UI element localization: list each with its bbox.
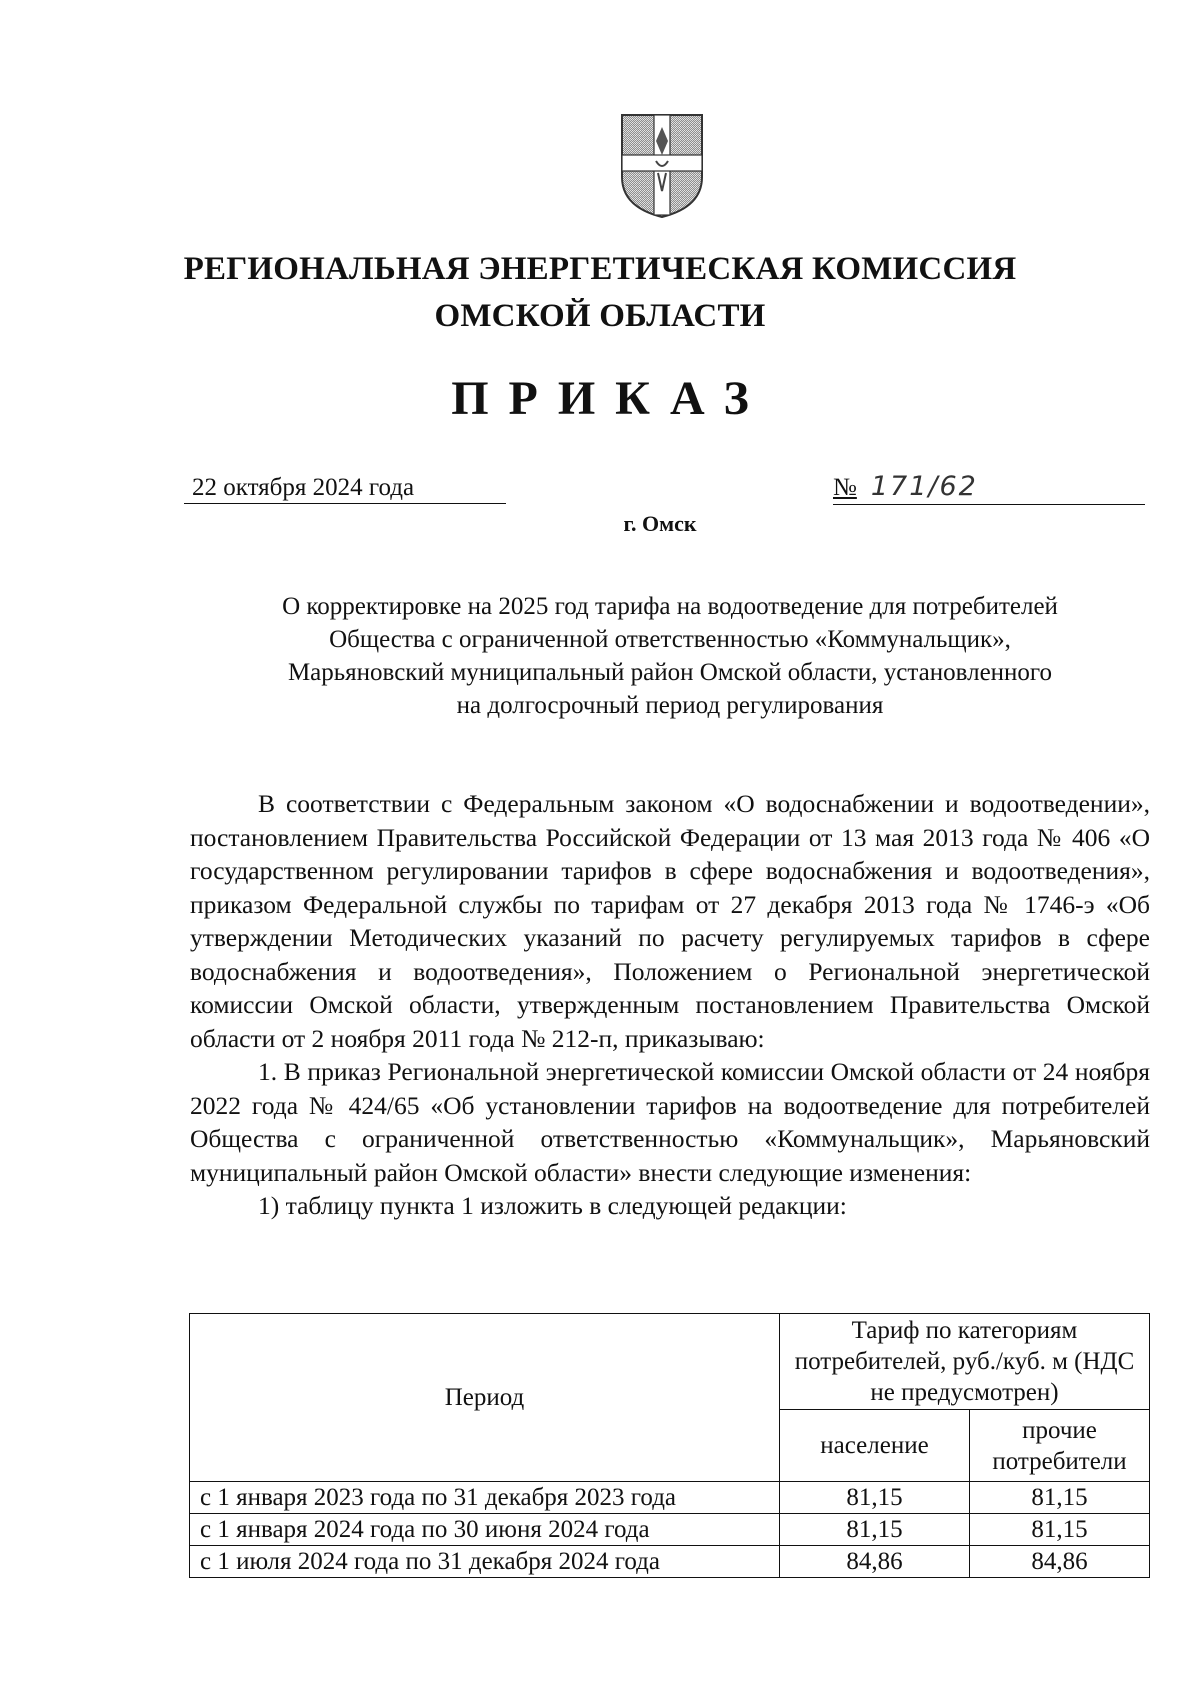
- table-row: [190, 1482, 1150, 1514]
- population-value: 84,86: [780, 1546, 970, 1578]
- period-cell: с 1 января 2023 года по 31 декабря 2023 года: [190, 1482, 780, 1514]
- tariff-table: [189, 1313, 1150, 1578]
- number-sign: №: [833, 474, 857, 501]
- other-value: 84,86: [970, 1546, 1150, 1578]
- preamble-paragraph: В соответствии с Федеральным законом «О водоснабжении и водоотведении», постановлением Правительства Российской Федерации от 13 мая 2013 года № 406 «О государственном регулировании тарифов в сфере водоснабжения и водоотведения», приказом Федеральной службы по тарифам от 27 декабря 2013 года № 1746-э «Об утверждении Методических указаний по расчету регулируемых тарифов в сфере водоснабжения и водоотведения», Положением о Региональной энергетической комиссии Омской области, утвержденным постановлением Правительства Омской области от 2 ноября 2011 года № 212-п, приказываю:: [190, 789, 1150, 1053]
- document-body: [190, 787, 1150, 1223]
- organization-name-line2: ОМСКОЙ ОБЛАСТИ: [434, 298, 766, 334]
- period-header: Период: [190, 1314, 780, 1482]
- document-city: г. Омск: [623, 511, 697, 536]
- period-cell: с 1 июля 2024 года по 31 декабря 2024 года: [190, 1546, 780, 1578]
- point-1-paragraph: 1. В приказ Региональной энергетической комиссии Омской области от 24 ноября 2022 года № 424/65 «Об установлении тарифов на водоотведение для потребителей Общества с ограниченной ответственностью «Коммунальщик», Марьяновский муниципальный район Омской области» внести следующие изменения:: [190, 1057, 1150, 1187]
- document-number: 171/62: [870, 471, 978, 502]
- population-header: население: [780, 1410, 970, 1482]
- document-number-field: [833, 472, 1145, 505]
- subject-line: Марьяновский муниципальный район Омской области, установленного: [287, 659, 1053, 686]
- tariff-header: Тариф по категориям потребителей, руб./куб. м (НДС не предусмотрен): [780, 1314, 1150, 1410]
- table-row: [190, 1546, 1150, 1578]
- organization-name-line1: РЕГИОНАЛЬНАЯ ЭНЕРГЕТИЧЕСКАЯ КОМИССИЯ: [183, 251, 1017, 287]
- document-date: 22 октября 2024 года: [184, 473, 506, 504]
- period-cell: с 1 января 2024 года по 30 июня 2024 года: [190, 1514, 780, 1546]
- other-value: 81,15: [970, 1482, 1150, 1514]
- table-row: [190, 1514, 1150, 1546]
- subject-line: О корректировке на 2025 год тарифа на водоотведение для потребителей: [282, 593, 1058, 620]
- other-consumers-header: прочие потребители: [970, 1410, 1150, 1482]
- document-subject: [190, 590, 1150, 722]
- point-1-1-paragraph: 1) таблицу пункта 1 изложить в следующей редакции:: [258, 1191, 847, 1220]
- other-value: 81,15: [970, 1514, 1150, 1546]
- population-value: 81,15: [780, 1482, 970, 1514]
- subject-line: на долгосрочный период регулирования: [456, 692, 884, 719]
- coat-of-arms-emblem: [616, 111, 708, 221]
- population-value: 81,15: [780, 1514, 970, 1546]
- subject-line: Общества с ограниченной ответственностью «Коммунальщик»,: [329, 626, 1011, 653]
- document-type-title: ПРИКАЗ: [451, 372, 769, 425]
